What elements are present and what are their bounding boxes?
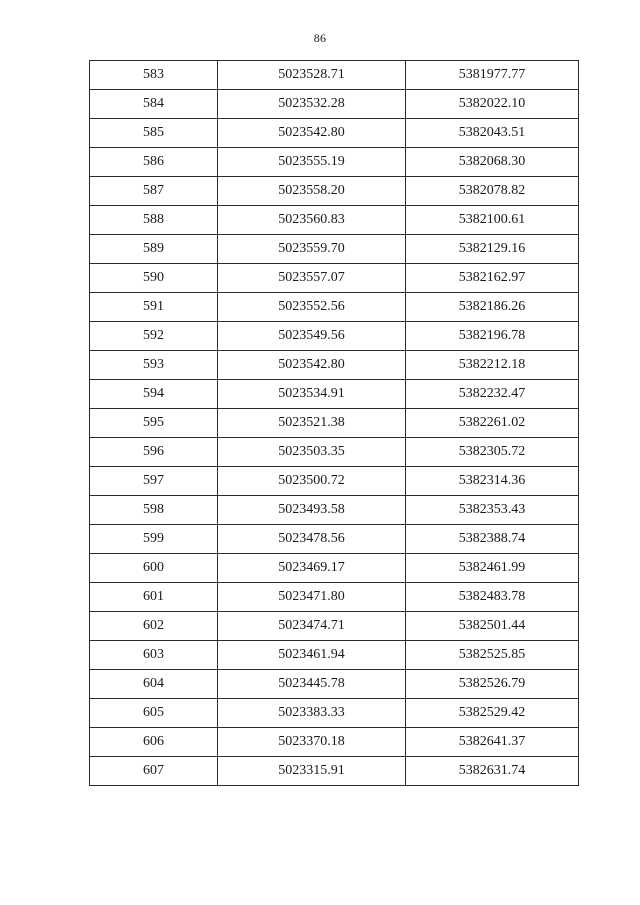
table-row <box>90 496 579 525</box>
y-coordinate-cell: 5382314.36 <box>406 467 579 496</box>
x-coordinate-cell: 5023534.91 <box>218 380 406 409</box>
x-coordinate-cell: 5023542.80 <box>218 351 406 380</box>
point-number-cell: 605 <box>90 699 218 728</box>
point-number-cell: 596 <box>90 438 218 467</box>
y-coordinate-cell: 5382129.16 <box>406 235 579 264</box>
y-coordinate-cell: 5382483.78 <box>406 583 579 612</box>
table-row <box>90 612 579 641</box>
y-coordinate-cell: 5382232.47 <box>406 380 579 409</box>
table-row <box>90 583 579 612</box>
point-number-cell: 584 <box>90 90 218 119</box>
x-coordinate-cell: 5023555.19 <box>218 148 406 177</box>
x-coordinate-cell: 5023552.56 <box>218 293 406 322</box>
y-coordinate-cell: 5382529.42 <box>406 699 579 728</box>
x-coordinate-cell: 5023557.07 <box>218 264 406 293</box>
x-coordinate-cell: 5023560.83 <box>218 206 406 235</box>
x-coordinate-cell: 5023478.56 <box>218 525 406 554</box>
y-coordinate-cell: 5382162.97 <box>406 264 579 293</box>
y-coordinate-cell: 5382100.61 <box>406 206 579 235</box>
y-coordinate-cell: 5382261.02 <box>406 409 579 438</box>
x-coordinate-cell: 5023370.18 <box>218 728 406 757</box>
point-number-cell: 600 <box>90 554 218 583</box>
point-number-cell: 598 <box>90 496 218 525</box>
y-coordinate-cell: 5382043.51 <box>406 119 579 148</box>
x-coordinate-cell: 5023383.33 <box>218 699 406 728</box>
point-number-cell: 590 <box>90 264 218 293</box>
point-number-cell: 583 <box>90 61 218 90</box>
table-row <box>90 90 579 119</box>
table-row <box>90 438 579 467</box>
point-number-cell: 588 <box>90 206 218 235</box>
table-row <box>90 119 579 148</box>
x-coordinate-cell: 5023471.80 <box>218 583 406 612</box>
table-row <box>90 61 579 90</box>
table-row <box>90 293 579 322</box>
x-coordinate-cell: 5023559.70 <box>218 235 406 264</box>
table-row <box>90 351 579 380</box>
point-number-cell: 602 <box>90 612 218 641</box>
point-number-cell: 592 <box>90 322 218 351</box>
point-number-cell: 603 <box>90 641 218 670</box>
point-number-cell: 606 <box>90 728 218 757</box>
y-coordinate-cell: 5382631.74 <box>406 757 579 786</box>
point-number-cell: 595 <box>90 409 218 438</box>
x-coordinate-cell: 5023532.28 <box>218 90 406 119</box>
x-coordinate-cell: 5023474.71 <box>218 612 406 641</box>
x-coordinate-cell: 5023521.38 <box>218 409 406 438</box>
table-row <box>90 554 579 583</box>
y-coordinate-cell: 5382388.74 <box>406 525 579 554</box>
point-number-cell: 607 <box>90 757 218 786</box>
point-number-cell: 586 <box>90 148 218 177</box>
table-row <box>90 148 579 177</box>
x-coordinate-cell: 5023315.91 <box>218 757 406 786</box>
x-coordinate-cell: 5023549.56 <box>218 322 406 351</box>
point-number-cell: 587 <box>90 177 218 206</box>
point-number-cell: 599 <box>90 525 218 554</box>
table-row <box>90 467 579 496</box>
y-coordinate-cell: 5382305.72 <box>406 438 579 467</box>
x-coordinate-cell: 5023503.35 <box>218 438 406 467</box>
table-row <box>90 264 579 293</box>
table-row <box>90 235 579 264</box>
y-coordinate-cell: 5382525.85 <box>406 641 579 670</box>
x-coordinate-cell: 5023500.72 <box>218 467 406 496</box>
x-coordinate-cell: 5023493.58 <box>218 496 406 525</box>
table-row <box>90 322 579 351</box>
x-coordinate-cell: 5023542.80 <box>218 119 406 148</box>
y-coordinate-cell: 5382212.18 <box>406 351 579 380</box>
table-row <box>90 699 579 728</box>
table-row <box>90 525 579 554</box>
y-coordinate-cell: 5382353.43 <box>406 496 579 525</box>
table-row <box>90 409 579 438</box>
table-row <box>90 206 579 235</box>
point-number-cell: 589 <box>90 235 218 264</box>
table-row <box>90 728 579 757</box>
y-coordinate-cell: 5382461.99 <box>406 554 579 583</box>
table-row <box>90 380 579 409</box>
y-coordinate-cell: 5381977.77 <box>406 61 579 90</box>
page-number: 86 <box>313 31 327 45</box>
table-row <box>90 757 579 786</box>
x-coordinate-cell: 5023469.17 <box>218 554 406 583</box>
y-coordinate-cell: 5382526.79 <box>406 670 579 699</box>
point-number-cell: 604 <box>90 670 218 699</box>
y-coordinate-cell: 5382501.44 <box>406 612 579 641</box>
coordinates-table <box>89 60 579 786</box>
table-row <box>90 177 579 206</box>
x-coordinate-cell: 5023461.94 <box>218 641 406 670</box>
coordinates-table-body <box>90 61 579 786</box>
point-number-cell: 593 <box>90 351 218 380</box>
y-coordinate-cell: 5382196.78 <box>406 322 579 351</box>
y-coordinate-cell: 5382022.10 <box>406 90 579 119</box>
table-row <box>90 670 579 699</box>
point-number-cell: 597 <box>90 467 218 496</box>
point-number-cell: 585 <box>90 119 218 148</box>
table-row <box>90 641 579 670</box>
point-number-cell: 601 <box>90 583 218 612</box>
y-coordinate-cell: 5382078.82 <box>406 177 579 206</box>
y-coordinate-cell: 5382068.30 <box>406 148 579 177</box>
point-number-cell: 591 <box>90 293 218 322</box>
point-number-cell: 594 <box>90 380 218 409</box>
x-coordinate-cell: 5023558.20 <box>218 177 406 206</box>
x-coordinate-cell: 5023528.71 <box>218 61 406 90</box>
y-coordinate-cell: 5382186.26 <box>406 293 579 322</box>
x-coordinate-cell: 5023445.78 <box>218 670 406 699</box>
y-coordinate-cell: 5382641.37 <box>406 728 579 757</box>
